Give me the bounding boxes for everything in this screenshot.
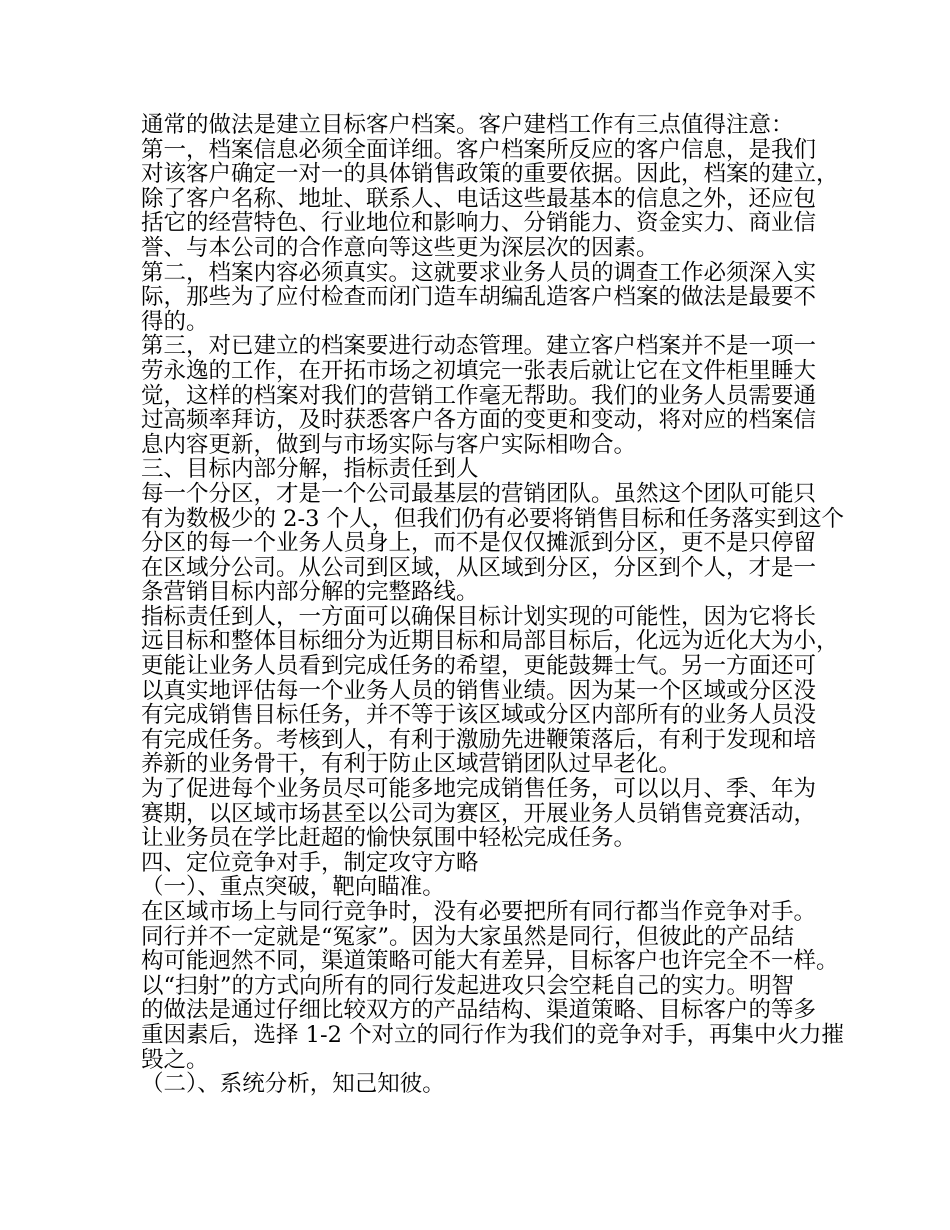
text-line: 更能让业务人员看到完成任务的希望，更能鼓舞士气。另一方面还可 <box>141 653 817 680</box>
text-line: 有完成任务。考核到人，有利于激励先进鞭策落后，有利于发现和培 <box>141 726 817 753</box>
text-line: 觉，这样的档案对我们的营销工作毫无帮助。我们的业务人员需要通 <box>141 382 817 409</box>
text-line: 远目标和整体目标细分为近期目标和局部目标后，化远为近化大为小， <box>141 628 839 655</box>
text-line: 对该客户确定一对一的具体销售政策的重要依据。因此，档案的建立， <box>141 161 839 188</box>
text-line: 第三，对已建立的档案要进行动态管理。建立客户档案并不是一项一 <box>141 333 817 360</box>
text-line: 为了促进每个业务员尽可能多地完成销售任务，可以以月、季、年为 <box>141 776 817 803</box>
text-line: 分区的每一个业务人员身上，而不是仅仅摊派到分区，更不是只停留 <box>141 530 817 557</box>
text-line: 除了客户名称、地址、联系人、电话这些最基本的信息之外，还应包 <box>141 185 817 212</box>
text-line: 的做法是通过仔细比较双方的产品结构、渠道策略、目标客户的等多 <box>141 997 817 1024</box>
text-line: 以真实地评估每一个业务人员的销售业绩。因为某一个区域或分区没 <box>141 677 817 704</box>
text-line: 第一，档案信息必须全面详细。客户档案所反应的客户信息，是我们 <box>141 136 817 163</box>
text-line: 让业务员在学比赶超的愉快氛围中轻松完成任务。 <box>141 825 637 852</box>
text-line: 每一个分区，才是一个公司最基层的营销团队。虽然这个团队可能只 <box>141 480 817 507</box>
text-line: 毁之。 <box>141 1046 209 1073</box>
text-line: 劳永逸的工作，在开拓市场之初填完一张表后就让它在文件柜里睡大 <box>141 357 817 384</box>
text-line: 重因素后，选择 1-2 个对立的同行作为我们的竞争对手，再集中火力摧 <box>141 1021 845 1048</box>
text-line: 在区域市场上与同行竞争时，没有必要把所有同行都当作竞争对手。 <box>141 899 817 925</box>
text-line: 际，那些为了应付检查而闭门造车胡编乱造客户档案的做法是最要不 <box>141 284 817 311</box>
text-line: 第二，档案内容必须真实。这就要求业务人员的调查工作必须深入实 <box>141 259 817 286</box>
text-line: 过高频率拜访，及时获悉客户各方面的变更和变动，将对应的档案信 <box>141 407 817 434</box>
text-line: 通常的做法是建立目标客户档案。客户建档工作有三点值得注意： <box>141 112 794 138</box>
text-line: 得的。 <box>141 308 209 335</box>
text-line: 誉、与本公司的合作意向等这些更为深层次的因素。 <box>141 234 659 261</box>
subsection-heading: （一）、重点突破，靶向瞄准。 <box>141 874 445 901</box>
text-line: 同行并不一定就是“冤家”。因为大家虽然是同行，但彼此的产品结 <box>141 923 795 950</box>
text-line: 指标责任到人，一方面可以确保目标计划实现的可能性，因为它将长 <box>141 603 817 630</box>
text-line: 构可能迥然不同，渠道策略可能大有差异，目标客户也许完全不一样。 <box>141 948 839 975</box>
text-line: 有完成销售目标任务，并不等于该区域或分区内部所有的业务人员没 <box>141 702 817 729</box>
text-line: 息内容更新，做到与市场实际与客户实际相吻合。 <box>141 431 637 458</box>
text-line: 养新的业务骨干，有利于防止区域营销团队过早老化。 <box>141 751 682 778</box>
subsection-heading: （二）、系统分析，知己知彼。 <box>141 1071 445 1098</box>
text-line: 赛期，以区域市场甚至以公司为赛区，开展业务人员销售竞赛活动， <box>141 800 817 827</box>
text-line: 括它的经营特色、行业地位和影响力、分销能力、资金实力、商业信 <box>141 210 817 237</box>
text-line: 条营销目标内部分解的完整路线。 <box>141 579 479 606</box>
section-heading: 四、定位竞争对手，制定攻守方略 <box>141 849 479 876</box>
text-line: 有为数极少的 2-3 个人，但我们仍有必要将销售目标和任务落实到这个 <box>141 505 845 532</box>
section-heading: 三、目标内部分解，指标责任到人 <box>141 456 479 483</box>
document-body <box>141 112 845 1098</box>
text-line: 在区域分公司。从公司到区域，从区域到分区，分区到个人，才是一 <box>141 554 817 581</box>
text-line: 以“扫射”的方式向所有的同行发起进攻只会空耗自己的实力。明智 <box>141 972 795 999</box>
